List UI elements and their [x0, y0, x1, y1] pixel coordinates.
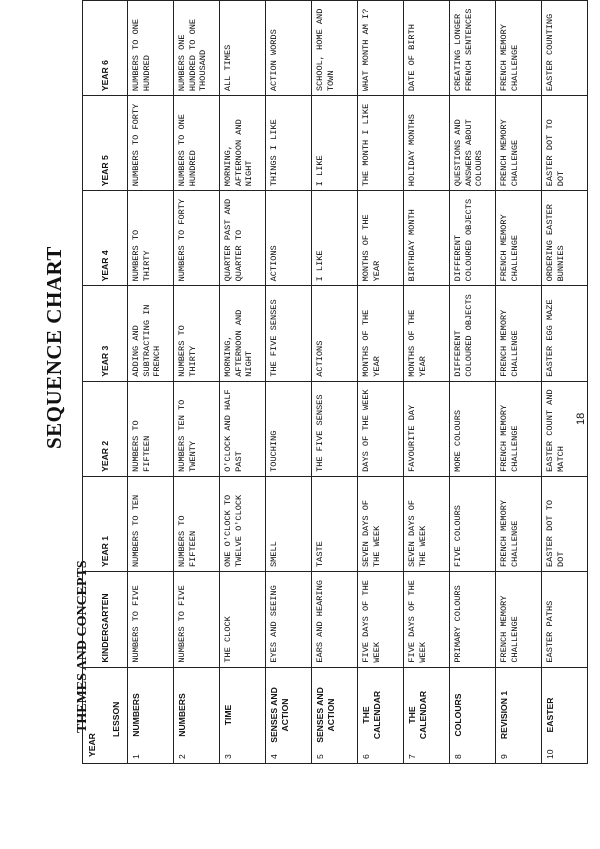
header-row [83, 1, 128, 764]
lesson-name: THE CALENDAR [361, 690, 382, 740]
lesson-cell [450, 667, 496, 763]
table-cell: MONTHS OF THE YEAR [358, 286, 404, 381]
lesson-cell [312, 667, 358, 763]
table-cell: THE FIVE SENSES [312, 381, 358, 476]
table-cell: NUMBERS TO ONE HUNDRED [174, 96, 220, 191]
table-row [404, 1, 450, 764]
lesson-cell [496, 667, 542, 763]
lesson-number: 6 [361, 754, 371, 759]
lesson-number: 5 [315, 754, 325, 759]
table-cell: FIVE COLOURS [450, 476, 496, 571]
table-cell: NUMBERS TO FIFTEEN [128, 381, 174, 476]
column-header: YEAR 4 [83, 191, 128, 286]
table-cell: THINGS I LIKE [266, 96, 312, 191]
table-cell: DAYS OF THE WEEK [358, 381, 404, 476]
lesson-cell [358, 667, 404, 763]
column-header: YEAR 5 [83, 96, 128, 191]
table-cell: DIFFERENT COLOURED OBJECTS [450, 286, 496, 381]
table-cell: SEVEN DAYS OF THE WEEK [358, 476, 404, 571]
column-header: YEAR 3 [83, 286, 128, 381]
table-cell: FIVE DAYS OF THE WEEK [404, 572, 450, 668]
lesson-number: 3 [223, 754, 233, 759]
lesson-name: NUMBERS [177, 693, 187, 737]
table-cell: ACTIONS [266, 191, 312, 286]
table-cell: EYES AND SEEING [266, 572, 312, 668]
table-cell: ONE O'CLOCK TO TWELVE O'CLOCK [220, 476, 266, 571]
table-cell: DATE OF BIRTH [404, 1, 450, 96]
table-cell: SCHOOL, HOME AND TOWN [312, 1, 358, 96]
table-cell: QUESTIONS AND ANSWERS ABOUT COLOURS [450, 96, 496, 191]
table-cell: PRIMARY COLOURS [450, 572, 496, 668]
lesson-name: THE CALENDAR [407, 690, 428, 740]
lesson-number: 10 [545, 749, 555, 759]
table-cell: MONTHS OF THE YEAR [358, 191, 404, 286]
table-cell: FRENCH MEMORY CHALLENGE [496, 572, 542, 668]
table-cell: FRENCH MEMORY CHALLENGE [496, 286, 542, 381]
table-row [542, 1, 588, 764]
table-row [450, 1, 496, 764]
table-cell: ADDING AND SUBTRACTING IN FRENCH [128, 286, 174, 381]
lesson-name: TIME [223, 704, 233, 726]
table-cell: SMELL [266, 476, 312, 571]
table-cell: MORNING, AFTERNOON AND NIGHT [220, 96, 266, 191]
table-cell: MORE COLOURS [450, 381, 496, 476]
table-cell: NUMBERS TO FORTY [174, 191, 220, 286]
table-cell: I LIKE [312, 191, 358, 286]
table-cell: TASTE [312, 476, 358, 571]
table-cell: ACTIONS [312, 286, 358, 381]
table-cell: FRENCH MEMORY CHALLENGE [496, 476, 542, 571]
lesson-number: 9 [499, 754, 509, 759]
lesson-name: NUMBERS [131, 693, 141, 737]
lesson-number: 8 [453, 754, 463, 759]
table-row [312, 1, 358, 764]
table-cell: EASTER DOT TO DOT [542, 476, 588, 571]
table-cell: NUMBERS TEN TO TWENTY [174, 381, 220, 476]
lesson-cell [542, 667, 588, 763]
table-cell: WHAT MONTH AM I? [358, 1, 404, 96]
table-cell: FRENCH MEMORY CHALLENGE [496, 1, 542, 96]
table-cell: TOUCHING [266, 381, 312, 476]
table-cell: NUMBERS TO THIRTY [128, 191, 174, 286]
table-cell: THE MONTH I LIKE [358, 96, 404, 191]
table-cell: ALL TIMES [220, 1, 266, 96]
lesson-number: 1 [131, 754, 141, 759]
table-cell: FAVOURITE DAY [404, 381, 450, 476]
table-cell: MONTHS OF THE YEAR [404, 286, 450, 381]
lesson-number: 7 [407, 754, 417, 759]
table-cell: NUMBERS TO ONE HUNDRED [128, 1, 174, 96]
table-cell: NUMBERS TO TEN [128, 476, 174, 571]
lesson-number: 2 [177, 754, 187, 759]
table-cell: CREATING LONGER FRENCH SENTENCES [450, 1, 496, 96]
table-cell: EASTER COUNT AND MATCH [542, 381, 588, 476]
table-cell: NUMBERS TO FIFTEEN [174, 476, 220, 571]
page-number: 18 [575, 412, 587, 425]
table-cell: NUMBERS TO FIVE [128, 572, 174, 668]
lesson-name: SENSES AND ACTION [269, 687, 290, 743]
lesson-name: SENSES AND ACTION [315, 687, 336, 743]
lesson-cell [404, 667, 450, 763]
table-cell: HOLIDAY MONTHS [404, 96, 450, 191]
lesson-name: REVISION 1 [499, 690, 509, 740]
table-cell: NUMBERS TO FORTY [128, 96, 174, 191]
table-cell: EASTER EGG MAZE [542, 286, 588, 381]
table-cell: MORNING, AFTERNOON AND NIGHT [220, 286, 266, 381]
table-cell: ORDERING EASTER BUNNIES [542, 191, 588, 286]
lesson-cell [128, 667, 174, 763]
table-cell: SEVEN DAYS OF THE WEEK [404, 476, 450, 571]
table-row [496, 1, 542, 764]
table-cell: FRENCH MEMORY CHALLENGE [496, 96, 542, 191]
table-cell: EASTER COUNTING [542, 1, 588, 96]
table-cell: I LIKE [312, 96, 358, 191]
table-cell: NUMBERS TO FIVE [174, 572, 220, 668]
lesson-number: 4 [269, 754, 279, 759]
table-cell: NUMBERS TO THIRTY [174, 286, 220, 381]
table-cell: ACTION WORDS [266, 1, 312, 96]
page-title: SEQUENCE CHART [42, 246, 66, 449]
table-cell: BIRTHDAY MONTH [404, 191, 450, 286]
corner-header-cell [83, 667, 128, 763]
table-row [174, 1, 220, 764]
page-subtitle: THEMES AND CONCEPTS [75, 560, 90, 733]
column-header: YEAR 1 [83, 476, 128, 571]
column-header: KINDERGARTEN [83, 572, 128, 668]
table-cell: EASTER PATHS [542, 572, 588, 668]
sequence-chart-table [82, 0, 588, 764]
year-header-label: YEAR [87, 733, 97, 757]
table-row [220, 1, 266, 764]
table-row [266, 1, 312, 764]
table-row [358, 1, 404, 764]
table-cell: FRENCH MEMORY CHALLENGE [496, 191, 542, 286]
table-body [128, 1, 588, 764]
table-cell: DIFFERENT COLOURED OBJECTS [450, 191, 496, 286]
lesson-header-label: LESSON [111, 701, 121, 737]
lesson-cell [220, 667, 266, 763]
table-cell: THE FIVE SENSES [266, 286, 312, 381]
table-row [128, 1, 174, 764]
table-cell: EARS AND HEARING [312, 572, 358, 668]
table-cell: THE CLOCK [220, 572, 266, 668]
table-cell: NUMBERS ONE HUNDRED TO ONE THOUSAND [174, 1, 220, 96]
lesson-cell [174, 667, 220, 763]
lesson-cell [266, 667, 312, 763]
table-cell: FRENCH MEMORY CHALLENGE [496, 381, 542, 476]
table-cell: EASTER DOT TO DOT [542, 96, 588, 191]
table-cell: O'CLOCK AND HALF PAST [220, 381, 266, 476]
lesson-name: EASTER [545, 697, 555, 733]
lesson-name: COLOURS [453, 693, 463, 737]
table-cell: QUARTER PAST AND QUARTER TO [220, 191, 266, 286]
column-header: YEAR 2 [83, 381, 128, 476]
column-header: YEAR 6 [83, 1, 128, 96]
table-cell: FIVE DAYS OF THE WEEK [358, 572, 404, 668]
